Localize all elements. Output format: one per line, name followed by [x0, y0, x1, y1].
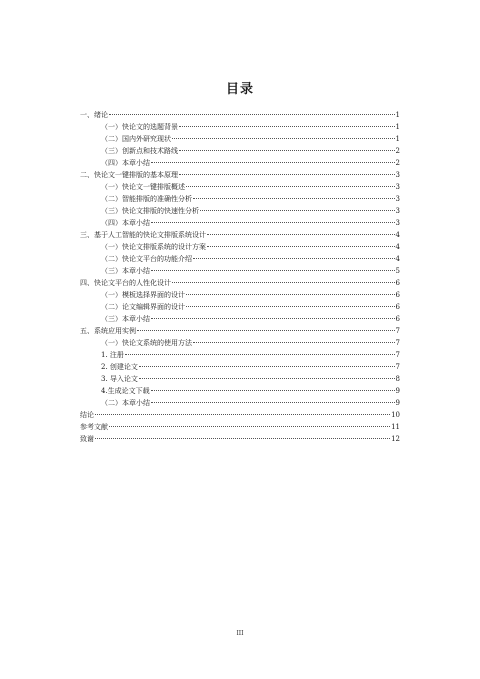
toc-entry-page: 1: [395, 135, 400, 143]
toc-entry-page: 6: [395, 303, 400, 311]
toc-entry-page: 6: [395, 279, 400, 287]
toc-dot-leader: [179, 126, 395, 127]
toc-entry-page: 5: [395, 267, 400, 275]
toc-entry-label: （三）创新点和技术路线: [101, 147, 178, 155]
toc-entry[interactable]: [80, 265, 400, 277]
toc-entry-label: （三）本章小结: [101, 315, 150, 323]
toc-entry[interactable]: [80, 121, 400, 133]
toc-entry-label: 一、绪论: [80, 111, 108, 119]
toc-entry-page: 10: [391, 411, 400, 419]
toc-dot-leader: [200, 210, 395, 211]
toc-dot-leader: [193, 198, 395, 199]
toc-entry-label: 二、快论文一键排版的基本原理: [80, 171, 178, 179]
toc-entry[interactable]: [80, 349, 400, 361]
toc-entry-page: 6: [395, 315, 400, 323]
toc-dot-leader: [179, 174, 395, 175]
toc-entry[interactable]: [80, 145, 400, 157]
toc-dot-leader: [137, 330, 395, 331]
toc-dot-leader: [193, 258, 395, 259]
toc-entry[interactable]: [80, 169, 400, 181]
toc-entry-page: 3: [395, 207, 400, 215]
toc-entry[interactable]: [80, 301, 400, 313]
toc-entry[interactable]: [80, 325, 400, 337]
toc-entry[interactable]: [80, 205, 400, 217]
toc-dot-leader: [186, 186, 395, 187]
toc-entry[interactable]: [80, 193, 400, 205]
toc-entry-page: 1: [395, 111, 400, 119]
toc-entry-page: 7: [395, 327, 400, 335]
toc-dot-leader: [179, 150, 395, 151]
toc-dot-leader: [95, 414, 390, 415]
toc-entry-label: 1. 注册: [101, 351, 124, 359]
toc-entry[interactable]: [80, 409, 400, 421]
toc-dot-leader: [151, 402, 395, 403]
toc-dot-leader: [172, 282, 395, 283]
toc-entry-label: （三）快论文排版的快速性分析: [101, 207, 199, 215]
toc-dot-leader: [125, 354, 395, 355]
toc-entry-page: 9: [395, 399, 400, 407]
toc-entry[interactable]: [80, 337, 400, 349]
toc-entry[interactable]: [80, 361, 400, 373]
toc-entry-label: 4.生成论文下载: [101, 387, 150, 395]
toc-entry-label: 致谢: [80, 435, 94, 443]
toc-entry-label: （二）本章小结: [101, 399, 150, 407]
toc-entry-label: 参考文献: [80, 423, 108, 431]
toc-entry[interactable]: [80, 133, 400, 145]
toc-entry[interactable]: [80, 253, 400, 265]
toc-entry-label: （二）快论文平台的功能介绍: [101, 255, 192, 263]
table-of-contents: [80, 109, 400, 445]
toc-entry[interactable]: [80, 157, 400, 169]
toc-title: 目录: [225, 82, 254, 97]
toc-entry[interactable]: [80, 217, 400, 229]
toc-dot-leader: [151, 318, 395, 319]
toc-entry-label: 五、系统应用实例: [80, 327, 136, 335]
toc-entry-label: 3. 导入论文: [101, 375, 138, 383]
toc-dot-leader: [207, 234, 395, 235]
toc-dot-leader: [207, 246, 395, 247]
toc-entry-label: 三、基于人工智能的快论文排版系统设计: [80, 231, 206, 239]
toc-entry-label: 结论: [80, 411, 94, 419]
toc-entry-page: 6: [395, 291, 400, 299]
toc-entry-page: 3: [395, 219, 400, 227]
toc-dot-leader: [151, 222, 395, 223]
toc-entry-label: （一）快论文的选题背景: [101, 123, 178, 131]
toc-entry-page: 7: [395, 339, 400, 347]
toc-dot-leader: [95, 438, 390, 439]
toc-entry-label: 2. 创建论文: [101, 363, 138, 371]
toc-entry-label: （四）本章小结: [101, 159, 150, 167]
toc-entry[interactable]: [80, 421, 400, 433]
toc-dot-leader: [172, 138, 395, 139]
toc-dot-leader: [151, 390, 395, 391]
page-number: III: [236, 630, 244, 637]
toc-entry-label: （一）快论文系统的使用方法: [101, 339, 192, 347]
toc-entry-page: 7: [395, 363, 400, 371]
toc-entry-label: （二）国内外研究现状: [101, 135, 171, 143]
toc-entry-page: 3: [395, 183, 400, 191]
toc-entry[interactable]: [80, 229, 400, 241]
toc-dot-leader: [109, 114, 395, 115]
toc-entry[interactable]: [80, 397, 400, 409]
toc-entry[interactable]: [80, 241, 400, 253]
toc-entry[interactable]: [80, 385, 400, 397]
toc-entry-page: 2: [395, 159, 400, 167]
toc-entry-label: （四）本章小结: [101, 219, 150, 227]
toc-dot-leader: [186, 306, 395, 307]
toc-entry-label: 四、快论文平台的人性化设计: [80, 279, 171, 287]
toc-entry-page: 4: [395, 255, 400, 263]
toc-entry-page: 12: [391, 435, 400, 443]
toc-entry-page: 11: [391, 423, 400, 431]
toc-entry-page: 3: [395, 195, 400, 203]
toc-dot-leader: [186, 294, 395, 295]
toc-dot-leader: [151, 270, 395, 271]
toc-entry[interactable]: [80, 289, 400, 301]
toc-entry-page: 7: [395, 351, 400, 359]
toc-entry-label: （一）快论文一键排版概述: [101, 183, 185, 191]
toc-entry-page: 9: [395, 387, 400, 395]
toc-entry[interactable]: [80, 433, 400, 445]
toc-entry-page: 3: [395, 171, 400, 179]
toc-dot-leader: [139, 378, 395, 379]
toc-entry-page: 4: [395, 231, 400, 239]
toc-dot-leader: [139, 366, 395, 367]
toc-entry-label: （二）论文编辑界面的设计: [101, 303, 185, 311]
toc-dot-leader: [151, 162, 395, 163]
toc-entry-label: （三）本章小结: [101, 267, 150, 275]
toc-entry-page: 8: [395, 375, 400, 383]
toc-entry-page: 2: [395, 147, 400, 155]
toc-entry[interactable]: [80, 181, 400, 193]
toc-entry[interactable]: [80, 373, 400, 385]
toc-dot-leader: [193, 342, 395, 343]
toc-entry[interactable]: [80, 109, 400, 121]
toc-entry-label: （二）智能排版的准确性分析: [101, 195, 192, 203]
toc-entry-label: （一）快论文排版系统的设计方案: [101, 243, 206, 251]
toc-entry[interactable]: [80, 313, 400, 325]
toc-dot-leader: [109, 426, 390, 427]
toc-entry-label: （一）模板选择界面的设计: [101, 291, 185, 299]
toc-entry-page: 4: [395, 243, 400, 251]
toc-entry-page: 1: [395, 123, 400, 131]
toc-entry[interactable]: [80, 277, 400, 289]
